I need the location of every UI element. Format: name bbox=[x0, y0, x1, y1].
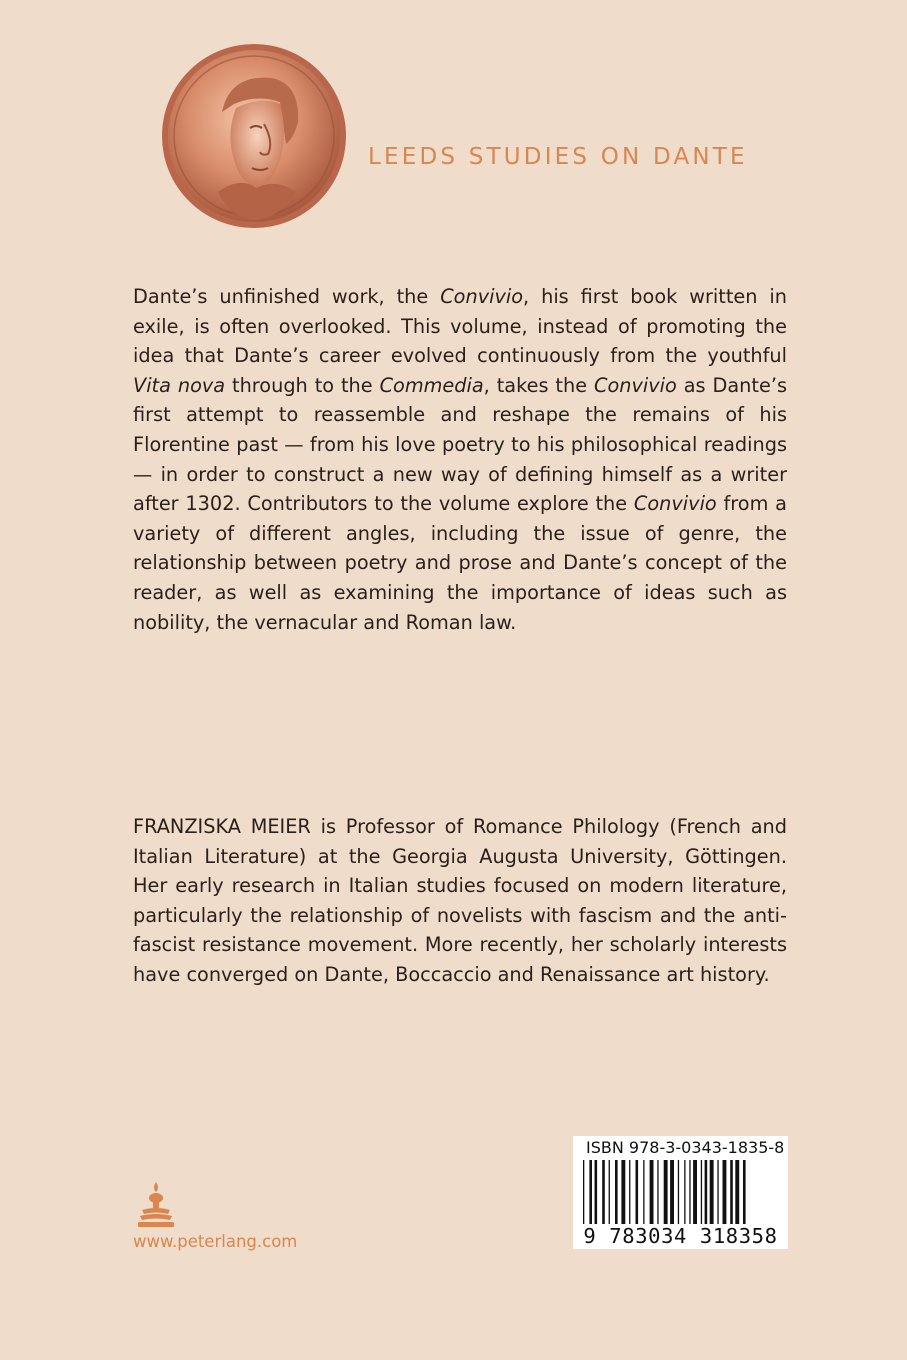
work-title: Vita nova bbox=[133, 373, 226, 397]
barcode-bar bbox=[670, 1160, 674, 1232]
barcode-bar bbox=[636, 1160, 639, 1232]
blurb-text: as Dante’s first attempt to reassemble and reshape the remains of his Florentine past — from his love poetry to his philosophical readings — in order to construct a new way of defining himself as a writer after 1302. Contributors to the volume explore the bbox=[133, 373, 787, 516]
barcode-bar bbox=[743, 1160, 746, 1232]
barcode-bar bbox=[730, 1160, 733, 1232]
barcode-bar bbox=[701, 1160, 702, 1232]
barcode-bar bbox=[657, 1160, 658, 1232]
blurb-text: Dante’s unfinished work, the bbox=[133, 285, 441, 308]
barcode-bar bbox=[643, 1160, 644, 1232]
barcode bbox=[579, 1160, 783, 1232]
barcode-bar bbox=[621, 1160, 625, 1232]
barcode-bar bbox=[664, 1160, 668, 1232]
barcode-bar bbox=[684, 1160, 685, 1232]
barcode-bar bbox=[717, 1160, 718, 1232]
work-title: Commedia bbox=[379, 373, 484, 397]
blurb-text: , takes the bbox=[483, 373, 594, 397]
barcode-bar bbox=[589, 1160, 592, 1232]
blurb-text: through to the bbox=[225, 373, 380, 397]
dante-portrait-medallion bbox=[160, 42, 348, 230]
barcode-bar bbox=[595, 1160, 598, 1232]
barcode-digits: 9 783034 318358 bbox=[573, 1224, 788, 1248]
barcode-bar bbox=[735, 1160, 739, 1232]
barcode-bar bbox=[678, 1160, 679, 1232]
barcode-bar bbox=[723, 1160, 727, 1232]
publisher-website[interactable]: www.peterlang.com bbox=[133, 1232, 298, 1251]
barcode-bar bbox=[602, 1160, 605, 1232]
work-title: Convivio bbox=[593, 373, 677, 397]
work-title: Convivio bbox=[440, 285, 524, 308]
barcode-bar bbox=[609, 1160, 610, 1232]
isbn-barcode-box bbox=[573, 1136, 788, 1249]
barcode-bar bbox=[693, 1160, 697, 1232]
publisher-logo-icon bbox=[134, 1180, 178, 1230]
isbn-label: ISBN 978-3-0343-1835-8 bbox=[586, 1138, 785, 1157]
work-title: Convivio bbox=[633, 492, 717, 516]
series-title: LEEDS STUDIES ON DANTE bbox=[368, 144, 748, 170]
barcode-bar bbox=[689, 1160, 690, 1232]
author-bio: FRANZISKA MEIER is Professor of Romance Philology (French and Italian Literature) at the Georgia Augusta University, Göttingen. Her early research in Italian studies focused on modern literature, particularly the relationship of novelists with fascism and the anti-fascist resistance movement. More recently, her scholarly interests have converged on Dante, Boccaccio and Renaissance art history. bbox=[133, 815, 787, 986]
barcode-bar bbox=[650, 1160, 654, 1232]
barcode-bar bbox=[705, 1160, 708, 1232]
barcode-bar bbox=[710, 1160, 714, 1232]
barcode-bar bbox=[615, 1160, 618, 1232]
blurb-paragraph bbox=[133, 282, 787, 637]
blurb-text: from a variety of different angles, including the issue of genre, the relationship between poetry and prose and Dante’s concept of the reader, as well as examining the importance of ideas such as nobility, the vernacular and Roman law. bbox=[133, 492, 787, 634]
barcode-bar bbox=[629, 1160, 630, 1232]
blurb-text: , his first book written in exile, is often overlooked. This volume, instead of promoting the idea that Dante’s career evolved continuously from the youthful bbox=[133, 285, 787, 368]
barcode-bar bbox=[583, 1160, 584, 1232]
